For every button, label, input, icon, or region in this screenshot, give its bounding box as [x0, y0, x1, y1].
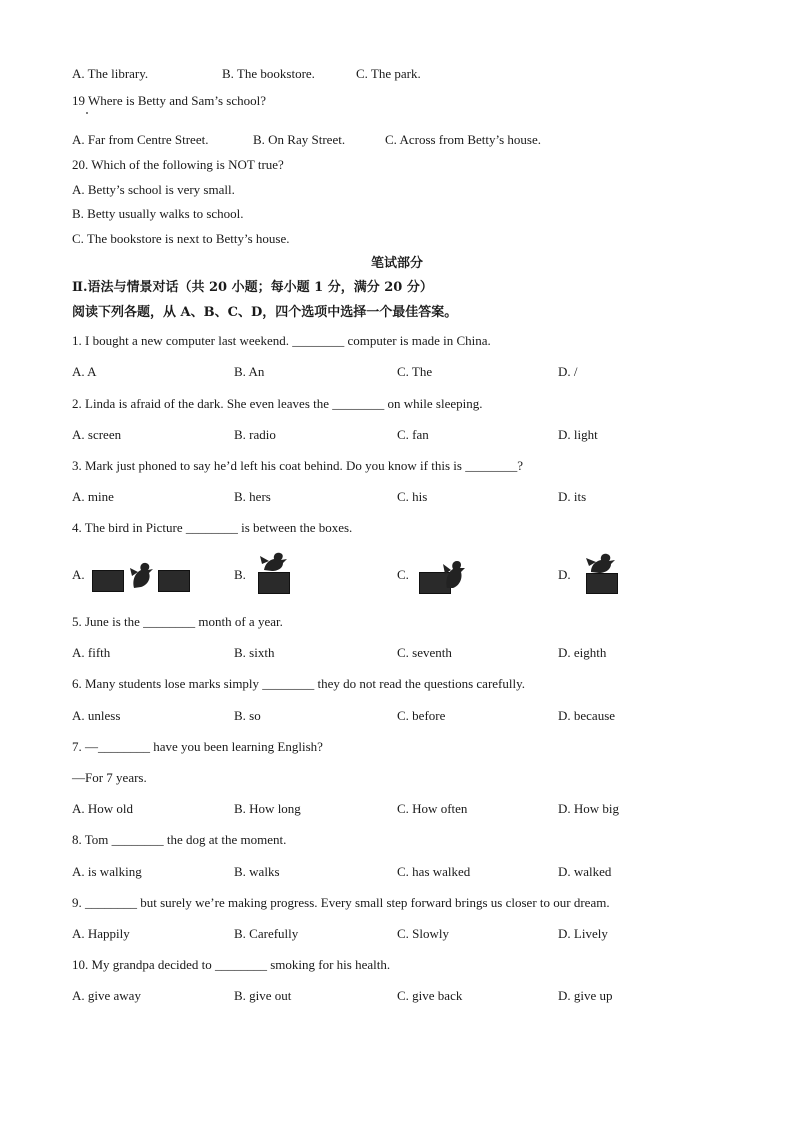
question-stem: 1. I bought a new computer last weekend. ________ computer is made in China. — [72, 333, 491, 348]
option-d: D. because — [558, 708, 616, 723]
option-b: B. give out — [234, 988, 292, 1003]
option-d: D. give up — [558, 988, 613, 1003]
bird-icon — [258, 550, 290, 572]
option-c: C. — [397, 567, 409, 582]
bird-icon — [126, 558, 156, 590]
section-title: 笔试部分 — [370, 256, 423, 271]
question-stem: 3. Mark just phoned to say he’d left his coat behind. Do you know if this is ________? — [72, 458, 523, 473]
picture-a — [92, 558, 188, 594]
option-d: D. Lively — [558, 926, 608, 941]
box-icon — [258, 572, 290, 594]
picture-d — [583, 550, 619, 594]
q19-option-b: B. On Ray Street. — [253, 132, 346, 147]
q20-stem: 20. Which of the following is NOT true? — [72, 157, 284, 172]
picture-c — [419, 552, 467, 594]
option-b: B. An — [234, 364, 265, 379]
option-a: A. unless — [72, 708, 121, 723]
option-c: C. The — [397, 364, 433, 379]
question-stem: 6. Many students lose marks simply ________ they do not read the questions carefully. — [72, 676, 526, 691]
option-c: C. give back — [397, 988, 463, 1003]
option-d: D. How big — [558, 801, 620, 816]
box-icon — [92, 570, 124, 592]
question-stem: 5. June is the ________ month of a year. — [72, 614, 283, 629]
option-a: A. A — [72, 364, 97, 379]
q20-option-c: C. The bookstore is next to Betty’s house. — [72, 231, 290, 246]
option-a: A. Happily — [72, 926, 130, 941]
option-a: A. give away — [72, 988, 141, 1003]
option-c: C. Slowly — [397, 926, 450, 941]
option-b: B. radio — [234, 427, 276, 442]
question-stem: 4. The bird in Picture ________ is between the boxes. — [72, 520, 353, 535]
q20-option-b: B. Betty usually walks to school. — [72, 206, 244, 221]
q18-option-c: C. The park. — [356, 66, 421, 81]
option-b: B. walks — [234, 864, 280, 879]
bird-icon — [585, 550, 617, 574]
option-c: C. How often — [397, 801, 468, 816]
option-b: B. so — [234, 708, 261, 723]
stray-dot — [86, 112, 88, 114]
question-stem: 10. My grandpa decided to ________ smoking for his health. — [72, 957, 391, 972]
box-icon — [586, 573, 618, 594]
q20-option-a: A. Betty’s school is very small. — [72, 182, 235, 197]
instruction: 阅读下列各题，从 A、B、C、D，四个选项中选择一个最佳答案。 — [72, 305, 458, 320]
question-stem: 8. Tom ________ the dog at the moment. — [72, 832, 287, 847]
option-b: B. hers — [234, 489, 271, 504]
q19-stem: 19 Where is Betty and Sam’s school? — [72, 93, 267, 108]
question-stem: 2. Linda is afraid of the dark. She even leaves the ________ on while sleeping. — [72, 396, 483, 411]
picture-b — [256, 550, 292, 594]
question-stem: 7. —________ have you been learning English? — [72, 739, 323, 754]
option-d: D. / — [558, 364, 578, 379]
q19-option-a: A. Far from Centre Street. — [72, 132, 209, 147]
option-d: D. eighth — [558, 645, 607, 660]
option-b: B. Carefully — [234, 926, 299, 941]
option-b: B. How long — [234, 801, 301, 816]
box-icon — [158, 570, 190, 592]
option-a: A. fifth — [72, 645, 111, 660]
q18-option-a: A. The library. — [72, 66, 149, 81]
option-a: A. How old — [72, 801, 134, 816]
option-a: A. — [72, 567, 85, 582]
option-c: C. seventh — [397, 645, 452, 660]
option-c: C. has walked — [397, 864, 471, 879]
question-dialogue-reply: —For 7 years. — [72, 770, 147, 785]
option-d: D. light — [558, 427, 598, 442]
option-c: C. before — [397, 708, 446, 723]
q19-option-c: C. Across from Betty’s house. — [385, 132, 541, 147]
option-b: B. sixth — [234, 645, 275, 660]
part-heading: Ⅱ.语法与情景对话（共 20 小题；每小题 1 分，满分 20 分） — [72, 280, 433, 295]
option-c: C. his — [397, 489, 428, 504]
option-c: C. fan — [397, 427, 429, 442]
bird-icon — [441, 552, 467, 590]
option-b: B. — [234, 567, 246, 582]
option-a: A. screen — [72, 427, 122, 442]
option-d: D. walked — [558, 864, 612, 879]
question-stem: 9. ________ but surely we’re making progress. Every small step forward brings us closer to our dream. — [72, 895, 610, 910]
q18-option-b: B. The bookstore. — [222, 66, 315, 81]
option-d: D. — [558, 567, 571, 582]
option-d: D. its — [558, 489, 587, 504]
option-a: A. is walking — [72, 864, 142, 879]
option-a: A. mine — [72, 489, 114, 504]
